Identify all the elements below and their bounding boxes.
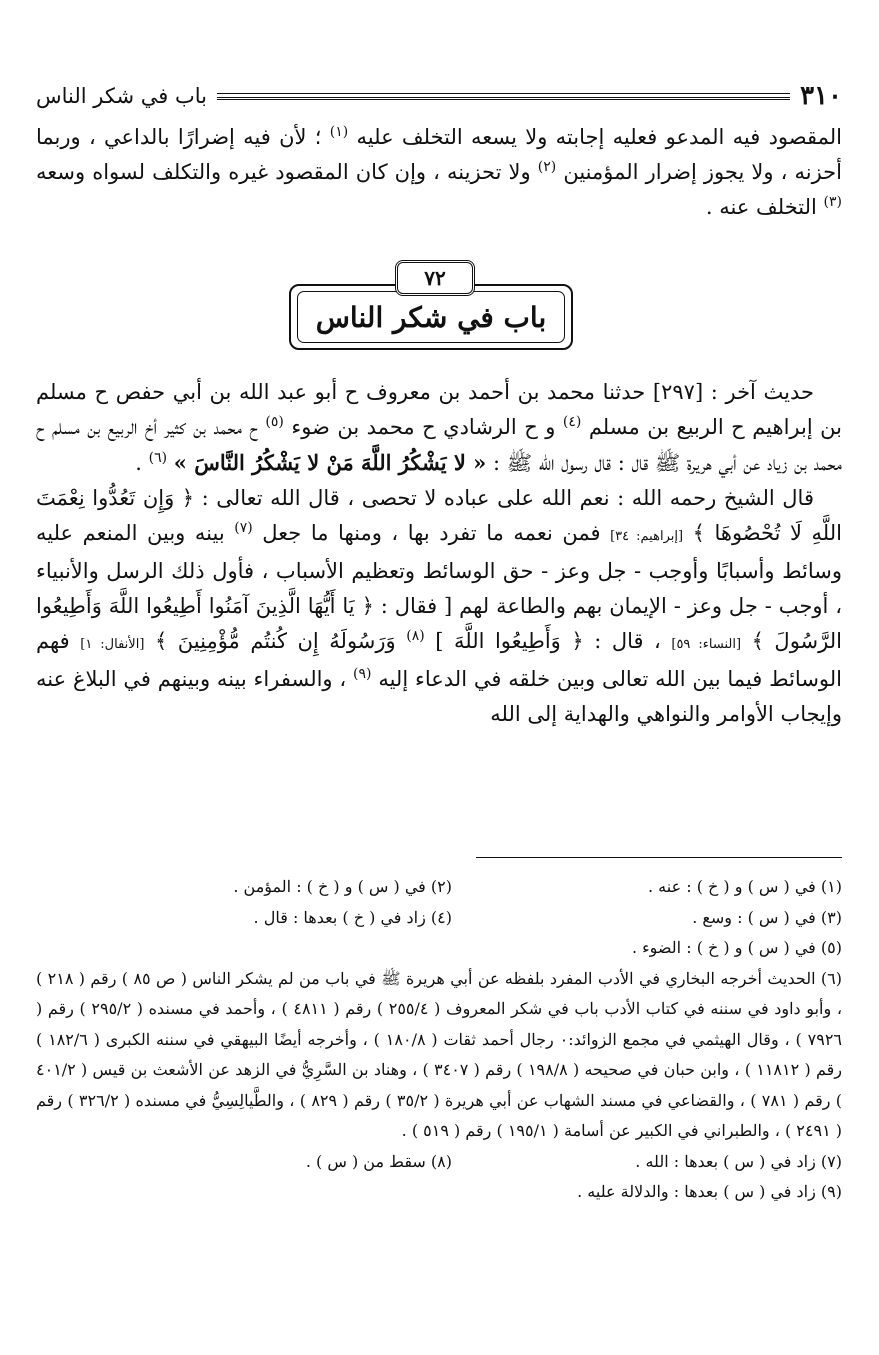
page-header (36, 78, 842, 114)
footnote-ref: (١) (329, 124, 349, 140)
page-number: ٣١٠ (800, 81, 842, 111)
running-title: باب في شكر الناس (36, 84, 207, 108)
footnote-ref: (٤) (562, 414, 582, 430)
text-run: فمن نعمه ما تفرد بها ، ومنها ما جعل (262, 521, 601, 545)
footnote-ref: (٢) (537, 159, 557, 175)
footnotes (36, 872, 842, 1208)
footnote-row (36, 903, 842, 934)
verse-citation: [الأنفال: ١] (80, 637, 145, 652)
text-run: بينه وبين المنعم عليه وسائط وأسبابًا وأوجب - جل وعز - حق الوسائط وتعظيم الأسباب ، فأول ذلك الرسل والأنبياء ، أوجب - جل وعز - الإيمان بهم والطاعة لهم [ فقال : (36, 521, 842, 618)
footnote-ref: (٧) (234, 520, 253, 536)
footnote-7: (٧) زاد في ( س ) بعدها : الله . (635, 1151, 842, 1171)
chapter-heading (289, 260, 575, 352)
footnote-9: (٩) زاد في ( س ) بعدها : والدلالة عليه . (577, 1182, 842, 1201)
footnote-row (36, 1147, 842, 1178)
footnote-2: (٢) في ( س ) و ( خ ) : المؤمن . (233, 877, 452, 896)
header-rule (217, 93, 790, 100)
verse-citation: [النساء: ٥٩] (671, 637, 742, 652)
footnote-ref: (٥) (265, 414, 284, 430)
footnote-row (36, 872, 842, 903)
footnote-3: (٣) في ( س ) : وسع . (692, 907, 842, 927)
quran-verse: ﴿ وَإِن تَعُدُّوا نِعْمَتَ اللَّهِ لَا تُحْصُوهَا ﴾ (36, 486, 842, 545)
footnote-8: (٨) سقط من ( س ) . (305, 1151, 452, 1171)
chapter-number: ٧٢ (424, 266, 446, 290)
text-run: فهم الوسائط فيما بين الله تعالى وبين خلقه في الدعاء إليه (36, 629, 842, 691)
hadith-paragraph (36, 375, 842, 481)
text-run: قال الشيخ رحمه الله : نعم الله على عباده لا تحصى ، قال الله تعالى : (201, 486, 814, 510)
heading-frame-inner (297, 291, 565, 343)
quran-verse: ﴿ وَأَطِيعُوا اللَّهَ ] (435, 629, 584, 653)
text-run: ، والسفراء بينه وبينهم في البلاغ عنه وإيجاب الأوامر والنواهي والهداية إلى الله (36, 667, 842, 726)
text-run: ح محمد بن كثير أخ الربيع بن مسلم ح محمد بن زياد عن أبي هريرة ﷺ قال : قال رسول الله ﷺ : (36, 415, 842, 475)
text-run: التخلف عنه . (705, 195, 817, 219)
text-run: . (135, 451, 142, 475)
text-run: و ح الرشادي ح محمد بن ضوء (291, 415, 556, 439)
footnote-ref: (٣) (823, 194, 842, 210)
footnote-4: (٤) زاد في ( خ ) بعدها : قال . (253, 907, 452, 927)
text-run: ولا تحزينه ، وإن كان المقصود غيره والتكلف لسواه وسعه (36, 160, 531, 184)
footnote-6: (٦) الحديث أخرجه البخاري في الأدب المفرد بلفظه عن أبي هريرة ﷺ في باب من لم يشكر الناس ( ص ٨٥ ) رقم ( ٢١٨ ) ، وأبو داود في سننه في كتاب الأدب باب في شكر المعروف ( ٢٥٥/٤ ) رقم ( ٤٨١١ ) ، وأحمد في مسنده ( ٢٩٥/٢ ) رقم ( ٧٩٢٦ ) ، وقال الهيثمي في مجمع الزوائد:٠ رجال أحمد ثقات ( ١٨٠/٨ ) ، وأخرجه أيضًا البيهقي في سننه الكبرى ( ١٨٢/٦ ) رقم ( ١١٨١٢ ) ، وابن حبان في صحيحه ( ١٩٨/٨ ) رقم ( ٣٤٠٧ ) ، وهناد بن السَّرِيُّ في الزهد عن الأشعث بن قيس ( ٤٠١/٢ ) رقم ( ٧٨١ ) ، والقضاعي في مسند الشهاب عن أبي هريرة ( ٣٥/٢ ) رقم ( ٨٢٩ ) ، والطَّيالِسِيُّ في مسنده ( ٣٢٦/٢ ) رقم ( ٢٤٩١ ) ، والطبراني في الكبير عن أسامة ( ١٩٥/١ ) رقم ( ٥١٩ ) . (36, 968, 843, 1140)
intro-paragraph (36, 120, 842, 225)
footnote-ref: (٩) (353, 666, 372, 682)
footnote-ref: (٨) (406, 628, 425, 644)
text-run: حديث آخر : [٢٩٧] حدثنا محمد بن أحمد بن معروف ح أبو عبد الله بن أبي حفص ح مسلم بن إبراهيم ح الربيع بن مسلم (36, 380, 842, 439)
footnote-5: (٥) في ( س ) و ( خ ) : الضوء . (631, 938, 842, 957)
main-text (36, 375, 842, 732)
footnote-row (36, 933, 842, 964)
chapter-number-box (395, 260, 475, 296)
footnote-1: (١) في ( س ) و ( خ ) : عنه . (648, 877, 842, 896)
text-run: ؛ لأن فيه إضرارًا بالداعي ، وربما أحزنه ، ولا يجوز إضرار المؤمنين (36, 125, 842, 184)
commentary-paragraph (36, 481, 842, 732)
hadith-quote: « لا يَشْكُرُ اللَّهَ مَنْ لا يَشْكُرُ النَّاسَ » (173, 450, 487, 475)
text-run: المقصود فيه المدعو فعليه إجابته ولا يسعه التخلف عليه (356, 125, 842, 149)
footnote-ref: (٦) (148, 450, 168, 466)
chapter-title: باب في شكر الناس (315, 300, 547, 334)
quran-verse: ﴿ يَا أَيُّهَا الَّذِينَ آمَنُوا أَطِيعُوا اللَّهَ وَأَطِيعُوا الرَّسُولَ ﴾ (36, 594, 842, 653)
verse-citation: [إبراهيم: ٣٤] (610, 529, 684, 544)
footnote-row (36, 1177, 842, 1208)
quran-verse: وَرَسُولَهُ إِن كُنتُم مُّؤْمِنِينَ ﴾ (154, 629, 396, 653)
text-run: ، قال : (594, 629, 661, 653)
footnote-separator (476, 857, 842, 858)
